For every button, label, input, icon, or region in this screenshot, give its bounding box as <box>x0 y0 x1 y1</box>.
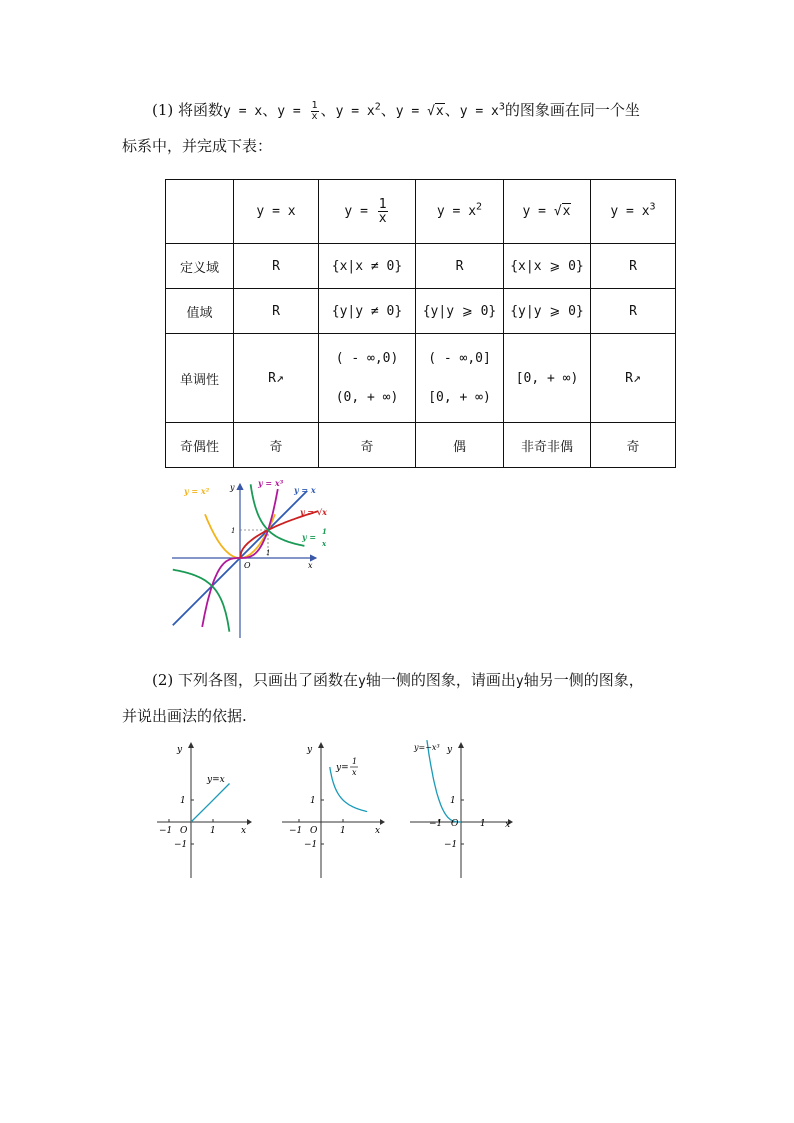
part1-text-b: 的图象画在同一个坐 <box>504 101 640 119</box>
tick-label-neg1y: −1 <box>174 840 188 850</box>
table-row-range <box>166 289 676 334</box>
header-recip: y = $\frac{1}{x}$ <box>319 180 416 244</box>
formula-recip: y = $\frac{1}{x}$ <box>277 100 318 122</box>
formula-y-x: y = x <box>223 104 263 119</box>
cell: ( - ∞,0) (0, + ∞) <box>319 334 416 423</box>
table-corner <box>166 180 234 244</box>
tick-label-1: 1 <box>210 826 216 836</box>
curve-label: y=x <box>207 775 225 785</box>
cell: R <box>234 289 319 334</box>
axis-label-x: x <box>375 826 381 836</box>
x-axis-arrow <box>380 819 385 825</box>
formula-square: $y = x^2$ <box>335 101 381 119</box>
label-y-recip: y = <box>302 532 317 542</box>
sep: 、 <box>262 101 278 119</box>
cell: ( - ∞,0] [0, + ∞) <box>416 334 504 423</box>
part2-line1 <box>122 662 682 700</box>
curve-y-neg-cube <box>427 740 461 822</box>
curve-label-num: 1 <box>352 757 358 766</box>
cell: {x|x ⩾ 0} <box>504 244 591 289</box>
part2-text-c: 轴另一侧的图象， <box>523 671 644 689</box>
graph-y-recip <box>280 740 390 880</box>
cell: [0, + ∞) <box>504 334 591 423</box>
sep: 、 <box>444 101 460 119</box>
cell: 奇 <box>319 423 416 468</box>
tick-label-1y: 1 <box>450 796 456 806</box>
label-y-x3: y = x³ <box>258 478 284 488</box>
tick-1-x: 1 <box>266 549 271 557</box>
tick-label-neg1y: −1 <box>444 840 458 850</box>
part2-text-b: 轴一侧的图象，请画出 <box>365 671 516 689</box>
graph-y-neg-cube <box>408 740 518 880</box>
label-y-recip-num: 1 <box>322 527 327 536</box>
formula-cube: $y = x^3$ <box>459 101 505 119</box>
cell: R <box>416 244 504 289</box>
tick-label-1: 1 <box>340 826 346 836</box>
sep: 、 <box>380 101 396 119</box>
row-label-monotonicity: 单调性 <box>166 334 234 423</box>
axis-word: y <box>358 674 366 689</box>
origin-label: O <box>180 826 188 836</box>
part1-text-a: 将函数 <box>178 101 224 119</box>
axis-label-x: x <box>505 820 511 830</box>
tick-label-neg1: −1 <box>159 826 173 836</box>
y-axis-arrow <box>458 742 464 748</box>
row-label-domain: 定义域 <box>166 244 234 289</box>
cell: 奇 <box>234 423 319 468</box>
tick-label-neg1: −1 <box>289 826 303 836</box>
tick-label-1y: 1 <box>180 796 186 806</box>
curve-label: y=−x³ <box>414 743 440 752</box>
cell: R <box>591 289 676 334</box>
graph-y-x <box>155 740 255 880</box>
part1-line2 <box>122 128 682 164</box>
axis-label-y: y <box>230 483 235 492</box>
header-y-x: y = x <box>234 180 319 244</box>
header-square: $y = x^2$ <box>416 180 504 244</box>
curve-y-x <box>191 784 230 823</box>
cell: R↗ <box>234 334 319 423</box>
tick-1-y: 1 <box>231 527 236 535</box>
table-row-monotonicity <box>166 334 676 423</box>
curve-label: y= <box>336 763 349 773</box>
axis-label-x: x <box>241 826 247 836</box>
x-axis-arrow <box>247 819 252 825</box>
power-functions-graph <box>168 478 348 640</box>
part1-label: (1) <box>152 101 174 119</box>
part1-text-c: 标系中，并完成下表： <box>122 137 273 155</box>
formula-sqrt: y = √x <box>395 104 444 119</box>
origin-label: O <box>310 826 318 836</box>
axis-label-y: y <box>307 745 313 755</box>
table-row-domain <box>166 244 676 289</box>
row-label-range: 值域 <box>166 289 234 334</box>
axis-label-x: x <box>308 561 313 570</box>
part1-line1 <box>122 92 682 130</box>
origin-label: O <box>451 819 459 829</box>
tick-label-1y: 1 <box>310 796 316 806</box>
cell: R↗ <box>591 334 676 423</box>
cell: 偶 <box>416 423 504 468</box>
label-y-sqrt: y = √x <box>300 507 327 517</box>
curve-label-den: x <box>352 768 357 777</box>
cell: R <box>591 244 676 289</box>
sep: 、 <box>320 101 336 119</box>
row-label-parity: 奇偶性 <box>166 423 234 468</box>
y-axis-arrow <box>318 742 324 748</box>
label-y-recip-den: x <box>322 539 327 548</box>
header-cube: $y = x^3$ <box>591 180 676 244</box>
cell: {y|y ≠ 0} <box>319 289 416 334</box>
header-sqrt: y = √x <box>504 180 591 244</box>
axis-label-y: y <box>177 745 183 755</box>
label-y-x: y = x <box>294 485 316 495</box>
properties-table <box>165 179 676 468</box>
cell: 非奇非偶 <box>504 423 591 468</box>
table-row-parity <box>166 423 676 468</box>
y-axis-arrow <box>188 742 194 748</box>
origin-label: O <box>244 561 251 570</box>
cell: R <box>234 244 319 289</box>
part2-text-a: 下列各图，只画出了函数在 <box>178 671 359 689</box>
tick-label-1: 1 <box>480 819 486 829</box>
part2-label: (2) <box>152 671 174 689</box>
tick-label-neg1y: −1 <box>304 840 318 850</box>
part2-line2 <box>122 698 682 734</box>
cell: {y|y ⩾ 0} <box>416 289 504 334</box>
axis-word: y <box>515 674 524 689</box>
curve-y-recip-q3 <box>173 570 230 632</box>
cell: {y|y ⩾ 0} <box>504 289 591 334</box>
table-header-row <box>166 180 676 244</box>
part2-text-d: 并说出画法的依据. <box>122 707 247 725</box>
curve-y-recip <box>330 767 367 812</box>
label-y-x2: y = x² <box>184 486 210 496</box>
axis-label-y: y <box>447 745 453 755</box>
tick-label-neg1: −1 <box>429 819 443 829</box>
cell: 奇 <box>591 423 676 468</box>
cell: {x|x ≠ 0} <box>319 244 416 289</box>
